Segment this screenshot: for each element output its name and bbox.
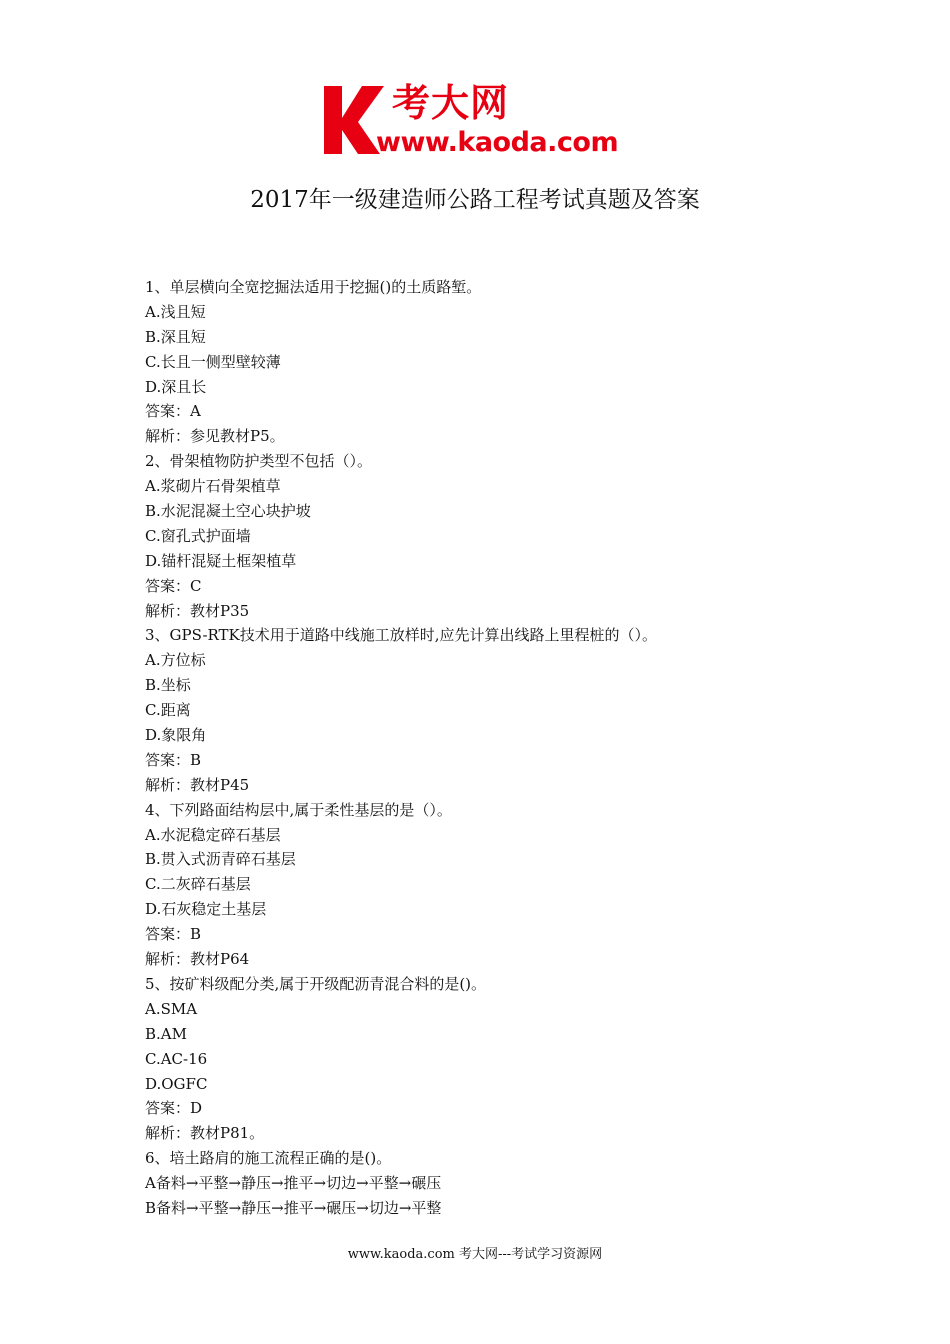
text-line: C.距离 — [145, 701, 191, 720]
text-line: 4、下列路面结构层中,属于柔性基层的是（）。 — [145, 800, 452, 819]
text-line: D.OGFC — [145, 1074, 208, 1093]
text-line: 6、培土路肩的施工流程正确的是()。 — [145, 1149, 392, 1168]
page-footer: www.kaoda.com 考大网---考试学习资源网 — [347, 1247, 603, 1262]
text-line: C.二灰碎石基层 — [145, 875, 251, 894]
text-line: 答案：B — [145, 925, 202, 944]
text-line: 答案：A — [145, 402, 201, 421]
text-line: A.水泥稳定碎石基层 — [145, 825, 281, 844]
text-line: 解析：教材P64 — [145, 950, 250, 969]
text-line: B.水泥混凝土空心块护坡 — [145, 502, 311, 521]
text-line: D.锚杆混疑土框架植草 — [145, 551, 297, 570]
document-title: 2017年一级建造师公路工程考试真题及答案 — [250, 187, 700, 213]
text-line: A备料→平整→静压→推平→切边→平整→碾压 — [145, 1174, 442, 1193]
text-line: 答案：C — [145, 576, 202, 595]
logo-chinese-name: 考大网 — [392, 81, 510, 125]
text-line: B.坐标 — [145, 676, 191, 695]
text-line: B.AM — [145, 1024, 187, 1043]
text-line: B.深且短 — [145, 327, 206, 346]
text-line: C.长且一侧型壁较薄 — [145, 352, 281, 371]
text-line: A.浆砌片石骨架植草 — [145, 477, 281, 496]
text-line: 答案：D — [145, 1099, 203, 1118]
text-line: 解析：教材P45 — [145, 775, 250, 794]
text-line: B备料→平整→静压→推平→碾压→切边→平整 — [145, 1198, 442, 1217]
text-line: 解析：教材P35 — [145, 601, 250, 620]
text-line: A.浅且短 — [145, 302, 206, 321]
text-line: D.石灰稳定土基层 — [145, 900, 267, 919]
text-line: C.窗孔式护面墙 — [145, 526, 251, 545]
text-line: D.深且长 — [145, 377, 207, 396]
text-line: A.方位标 — [145, 651, 206, 670]
text-line: B.贯入式沥青碎石基层 — [145, 850, 296, 869]
text-line: 解析：参见教材P5。 — [145, 427, 285, 446]
text-line: 5、按矿料级配分类,属于开级配沥青混合料的是()。 — [145, 974, 487, 993]
text-line: 解析：教材P81。 — [145, 1124, 265, 1143]
text-line: 3、GPS-RTK技术用于道路中线施工放样时,应先计算出线路上里程桩的（）。 — [145, 626, 658, 645]
question-list — [145, 275, 845, 1221]
text-line: A.SMA — [145, 999, 198, 1018]
text-line: 1、单层横向全宽挖掘法适用于挖掘()的土质路堑。 — [145, 278, 482, 296]
logo-url: www.kaoda.com — [376, 127, 619, 158]
kaoda-logo — [318, 80, 638, 162]
text-line: 答案：B — [145, 750, 202, 769]
text-line: 2、骨架植物防护类型不包括（）。 — [145, 452, 373, 471]
text-line: C.AC-16 — [145, 1049, 208, 1068]
text-line: D.象限角 — [145, 726, 207, 745]
